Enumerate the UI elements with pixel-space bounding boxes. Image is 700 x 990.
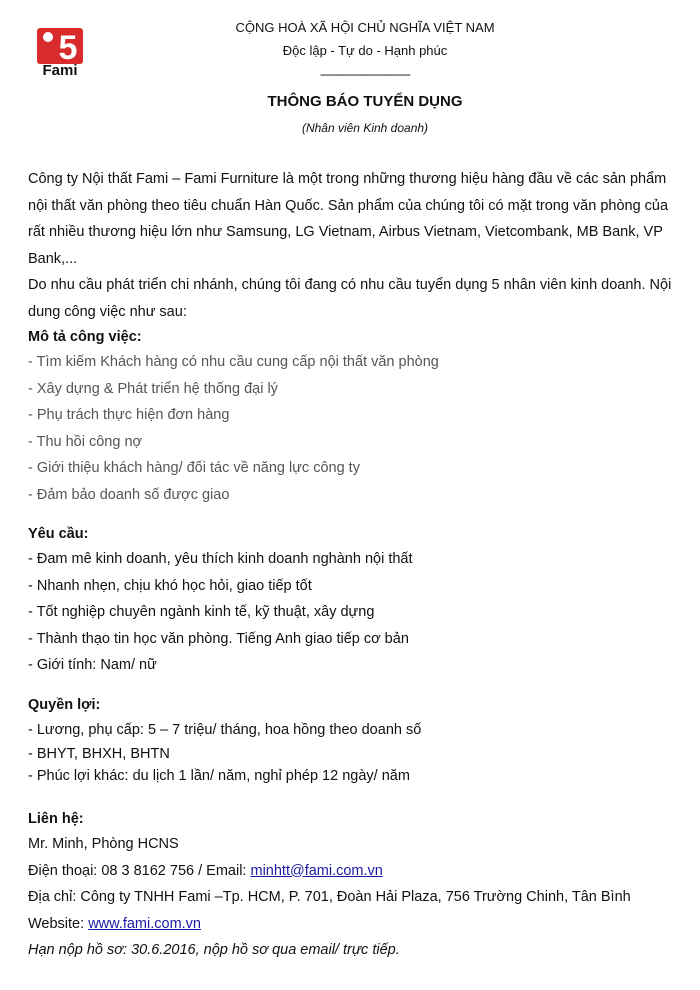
page-title: THÔNG BÁO TUYỂN DỤNG (267, 93, 463, 110)
logo-white-dot (43, 32, 53, 42)
contact-phone-email (28, 858, 678, 885)
requirement-item: - Tốt nghiệp chuyên ngành kinh tế, kỹ thuật, xây dựng (28, 604, 375, 620)
document-body (28, 166, 678, 964)
job-item: - Xây dựng & Phát triển hệ thống đại lý (28, 380, 278, 397)
contact-heading: Liên hệ: (28, 811, 84, 827)
benefit-item: - BHYT, BHXH, BHTN (28, 746, 170, 762)
section-spacer (28, 508, 678, 522)
job-item: - Tìm kiếm Khách hàng có nhu cầu cung cấp nội thất văn phòng (28, 354, 439, 370)
website-label: Website: (28, 915, 89, 932)
header-divider: ------------------------------ (320, 67, 410, 81)
national-header: CỘNG HOÀ XÃ HỘI CHỦ NGHĨA VIỆT NAM (235, 20, 495, 35)
email-link[interactable]: minhtt@fami.com.vn (250, 862, 383, 879)
job-item: - Đảm bảo doanh số được giao (28, 486, 230, 503)
requirement-item: - Giới tính: Nam/ nữ (28, 657, 157, 673)
logo-mark-icon (35, 26, 85, 66)
job-description-heading: Mô tả công việc: (28, 329, 142, 345)
application-deadline: Hạn nộp hồ sơ: 30.6.2016, nộp hồ sơ qua email/ trực tiếp. (28, 942, 400, 958)
requirements-heading: Yêu cầu: (28, 526, 89, 542)
page-subtitle: (Nhân viên Kinh doanh) (301, 121, 429, 135)
requirement-item: - Đam mê kinh doanh, yêu thích kinh doanh nghành nội thất (28, 551, 413, 567)
logo-number: 5 (58, 29, 78, 66)
intro-paragraph-2: Do nhu cầu phát triển chi nhánh, chúng tôi đang có nhu cầu tuyển dụng 5 nhân viên kinh doanh. Nội dung công việc như sau: (28, 277, 672, 320)
job-item: - Thu hồi công nợ (28, 433, 143, 450)
contact-address: Địa chỉ: Công ty TNHH Fami –Tp. HCM, P. 701, Đoàn Hải Plaza, 756 Trường Chinh, Tân Bình (28, 889, 631, 905)
section-spacer (28, 679, 678, 693)
contact-website (28, 911, 678, 938)
requirement-item: - Nhanh nhẹn, chịu khó học hỏi, giao tiếp tốt (28, 577, 312, 594)
logo-brand-text: Fami (42, 62, 78, 79)
job-item: - Giới thiệu khách hàng/ đối tác về năng lực công ty (28, 460, 360, 476)
benefit-item: - Lương, phụ cấp: 5 – 7 triệu/ tháng, hoa hồng theo doanh số (28, 721, 422, 738)
website-link[interactable]: www.fami.com.vn (88, 915, 201, 932)
job-item: - Phụ trách thực hiện đơn hàng (28, 407, 230, 423)
national-motto: Độc lập - Tự do - Hạnh phúc (282, 43, 448, 58)
contact-phone-text: Điện thoại: 08 3 8162 756 / Email: (28, 862, 251, 879)
section-spacer (28, 787, 678, 807)
intro-paragraph-1: Công ty Nội thất Fami – Fami Furniture là một trong những thương hiệu hàng đầu về các sản phẩm nội thất văn phòng theo tiêu chuẩn Hàn Quốc. Sản phẩm của chúng tôi có mặt trong văn phòng của rất nhiều thương hiệu lớn như Samsung, LG Vietnam, Airbus Vietnam, Vietcombank, MB Bank, VP Bank,... (28, 171, 669, 267)
benefits-heading: Quyền lợi: (28, 696, 101, 713)
contact-person: Mr. Minh, Phòng HCNS (28, 836, 179, 852)
requirement-item: - Thành thạo tin học văn phòng. Tiếng Anh giao tiếp cơ bản (28, 630, 409, 647)
benefit-item: - Phúc lợi khác: du lịch 1 lần/ năm, nghỉ phép 12 ngày/ năm (28, 768, 410, 784)
